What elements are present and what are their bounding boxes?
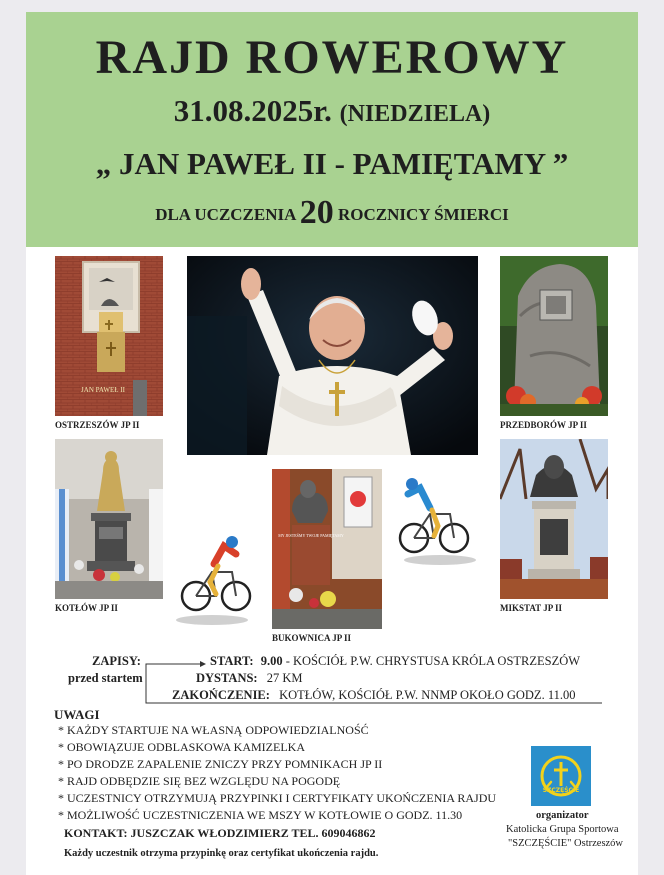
photo-pope (187, 256, 478, 455)
note-item-2: * OBOWIĄZUJE ODBLASKOWA KAMIZELKA (58, 740, 305, 754)
registration-sublabel: przed startem (68, 671, 143, 685)
poster (26, 12, 638, 875)
logo-text: SZCZĘŚCIE (542, 787, 580, 794)
photo-mikstat (500, 439, 608, 599)
contact-info: KONTAKT: JUSZCZAK WŁODZIMIERZ TEL. 609046862 (64, 826, 376, 840)
organizer-city: "SZCZĘŚCIE" Ostrzeszów (508, 838, 624, 849)
photo-kotlow (55, 439, 163, 599)
organizer-name: Katolicka Grupa Sportowa (506, 824, 619, 835)
poster-title: RAJD ROWEROWY (95, 31, 569, 84)
start-label: START: (210, 654, 254, 668)
end-value: KOTŁÓW, KOŚCIÓŁ P.W. NNMP OKOŁO GODZ. 11.00 (279, 688, 576, 702)
footer-note: Każdy uczestnik otrzyma przypinkę oraz certyfikat ukończenia rajdu. (64, 848, 379, 859)
note-item-1: * KAŻDY STARTUJE NA WŁASNĄ ODPOWIEDZIALNOŚĆ (58, 723, 369, 737)
anniversary-line (26, 196, 638, 230)
notes-title: UWAGI (54, 707, 100, 722)
event-day: (NIEDZIELA) (339, 101, 491, 127)
organizer-label: organizator (536, 810, 589, 821)
end-line (172, 688, 575, 703)
distance-label: DYSTANS: (196, 671, 258, 685)
caption-mikstat: MIKSTAT JP II (500, 603, 563, 613)
event-motto: „ JAN PAWEŁ II - PAMIĘTAMY ” (95, 146, 569, 181)
distance-value: 27 KM (266, 671, 303, 685)
note-item-6: * MOŻLIWOŚĆ UCZESTNICZENIA WE MSZY W KOTŁOWIE O GODZ. 11.30 (58, 808, 463, 822)
end-label: ZAKOŃCZENIE: (172, 688, 270, 702)
caption-ostrzeszow: OSTRZESZÓW JP II (55, 420, 140, 430)
start-line (210, 654, 580, 669)
cyclist-illustration-2 (390, 474, 480, 568)
start-time: 9.00 (260, 654, 283, 668)
note-item-5: * UCZESTNICY OTRZYMUJĄ PRZYPINKI I CERTYFIKATY UKOŃCZENIA RAJDU (58, 791, 497, 805)
note-item-4: * RAJD ODBĘDZIE SIĘ BEZ WZGLĘDU NA POGODĘ (58, 774, 341, 788)
cyclist-illustration-1 (174, 532, 260, 628)
bukownica-plaque-text: MY JESTEŚMY TWOJE PAMIĘTAMY (278, 533, 344, 538)
start-place: - KOŚCIÓŁ P.W. CHRYSTUSA KRÓLA OSTRZESZÓW (285, 654, 581, 668)
anniversary-after: ROCZNICY ŚMIERCI (337, 205, 509, 224)
photo-bukownica (272, 469, 382, 629)
caption-bukownica: BUKOWNICA JP II (272, 633, 352, 643)
header-banner (26, 12, 638, 247)
ostrzeszow-plaque-text: JAN PAWEŁ II (81, 386, 125, 394)
photo-przedborow (500, 256, 608, 416)
event-date: 31.08.2025r. (173, 93, 332, 128)
note-item-3: * PO DRODZE ZAPALENIE ZNICZY PRZY POMNIKACH JP II (58, 757, 383, 771)
anniversary-number: 20 (299, 194, 334, 231)
registration-label: ZAPISY: (92, 654, 141, 668)
caption-przedborow: PRZEDBORÓW JP II (500, 420, 587, 430)
distance-line (196, 671, 303, 686)
caption-kotlow: KOTŁÓW JP II (55, 603, 118, 613)
event-date-line (26, 95, 638, 126)
photo-ostrzeszow (55, 256, 163, 416)
anniversary-before: DLA UCZCZENIA (155, 205, 296, 224)
organizer-logo (531, 746, 591, 806)
